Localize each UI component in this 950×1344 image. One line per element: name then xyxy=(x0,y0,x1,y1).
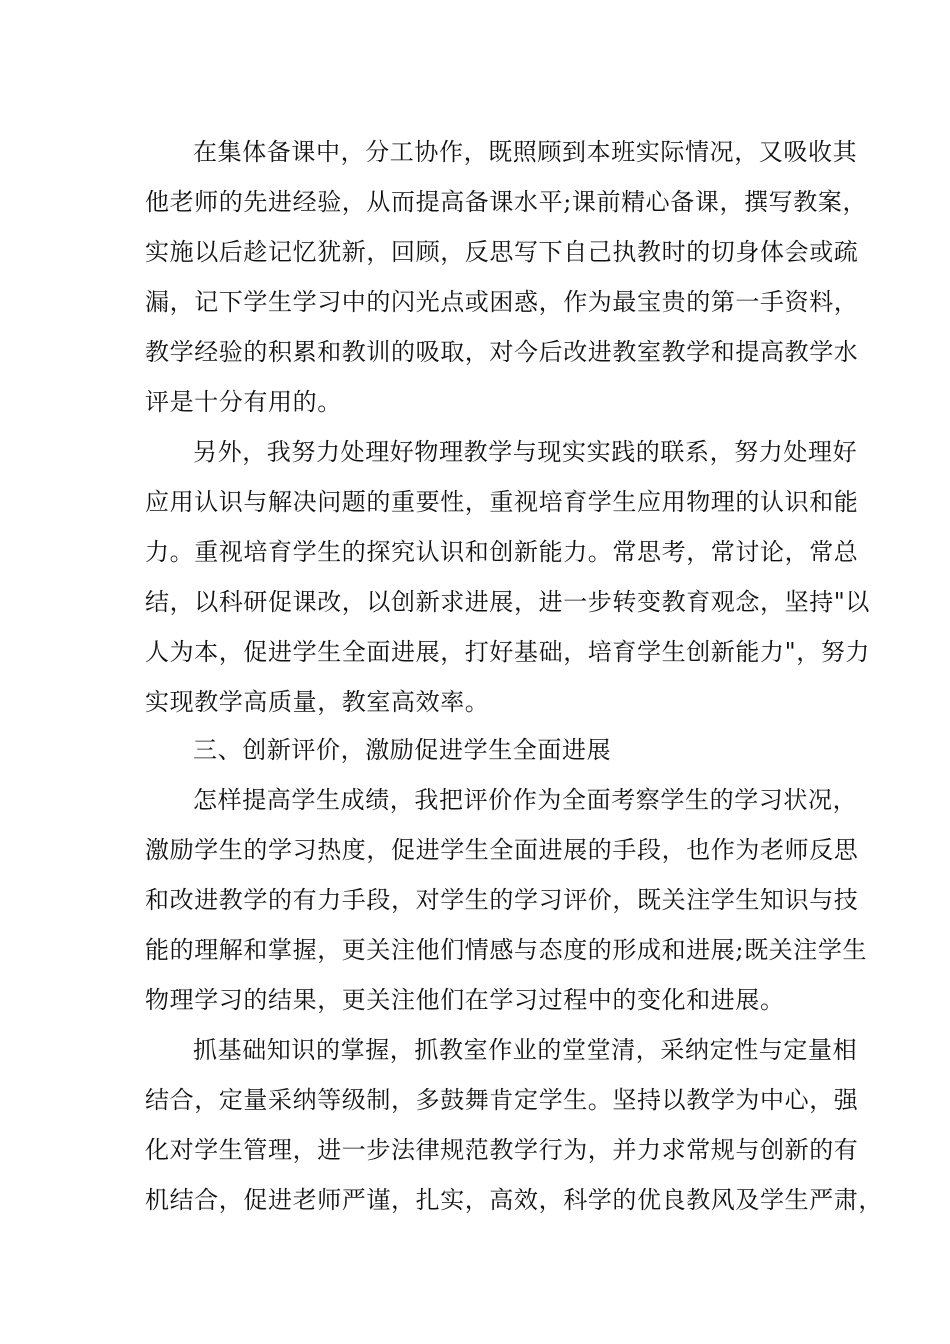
paragraph-2-line-4: 结，以科研促课改，以创新求进展，进一步转变教育观念，坚持"以 xyxy=(145,588,871,616)
paragraph-1-line-5: 教学经验的积累和教训的吸取，对今后改进教室教学和提高教学水 xyxy=(145,338,859,366)
paragraph-1-line-4: 漏，记下学生学习中的闪光点或困惑，作为最宝贵的第一手资料， xyxy=(145,288,859,316)
section-heading: 三、创新评价，激励促进学生全面进展 xyxy=(193,736,612,764)
paragraph-3-line-1: 怎样提高学生成绩，我把评价作为全面考察学生的学习状况， xyxy=(193,786,858,814)
paragraph-2-line-1: 另外，我努力处理好物理教学与现实实践的联系，努力处理好 xyxy=(193,438,858,466)
paragraph-2-line-3: 力。重视培育学生的探究认识和创新能力。常思考，常讨论，常总 xyxy=(145,538,859,566)
paragraph-4-line-4: 机结合，促进老师严谨，扎实，高效，科学的优良教风及学生严肃， xyxy=(145,1186,883,1214)
paragraph-1-line-6: 评是十分有用的。 xyxy=(145,388,342,416)
paragraph-4-line-3: 化对学生管理，进一步法律规范教学行为，并力求常规与创新的有 xyxy=(145,1136,859,1164)
paragraph-1-line-1: 在集体备课中，分工协作，既照顾到本班实际情况，又吸收其 xyxy=(193,138,858,166)
paragraph-1-line-3: 实施以后趁记忆犹新，回顾，反思写下自己执教时的切身体会或疏 xyxy=(145,238,859,266)
paragraph-1-line-2: 他老师的先进经验，从而提高备课水平;课前精心备课，撰写教案， xyxy=(145,188,868,216)
paragraph-3-line-5: 物理学习的结果，更关注他们在学习过程中的变化和进展。 xyxy=(145,986,785,1014)
paragraph-4-line-1: 抓基础知识的掌握，抓教室作业的堂堂清，采纳定性与定量相 xyxy=(193,1036,858,1064)
paragraph-3-line-4: 能的理解和掌握，更关注他们情感与态度的形成和进展;既关注学生 xyxy=(145,936,868,964)
paragraph-2-line-2: 应用认识与解决问题的重要性，重视培育学生应用物理的认识和能 xyxy=(145,488,859,516)
paragraph-2-line-5: 人为本，促进学生全面进展，打好基础，培育学生创新能力"，努力 xyxy=(145,638,871,666)
paragraph-4-line-2: 结合，定量采纳等级制，多鼓舞肯定学生。坚持以教学为中心，强 xyxy=(145,1086,859,1114)
paragraph-3-line-3: 和改进教学的有力手段，对学生的学习评价，既关注学生知识与技 xyxy=(145,886,859,914)
paragraph-3-line-2: 激励学生的学习热度，促进学生全面进展的手段，也作为老师反思 xyxy=(145,836,859,864)
paragraph-2-line-6: 实现教学高质量，教室高效率。 xyxy=(145,688,490,716)
